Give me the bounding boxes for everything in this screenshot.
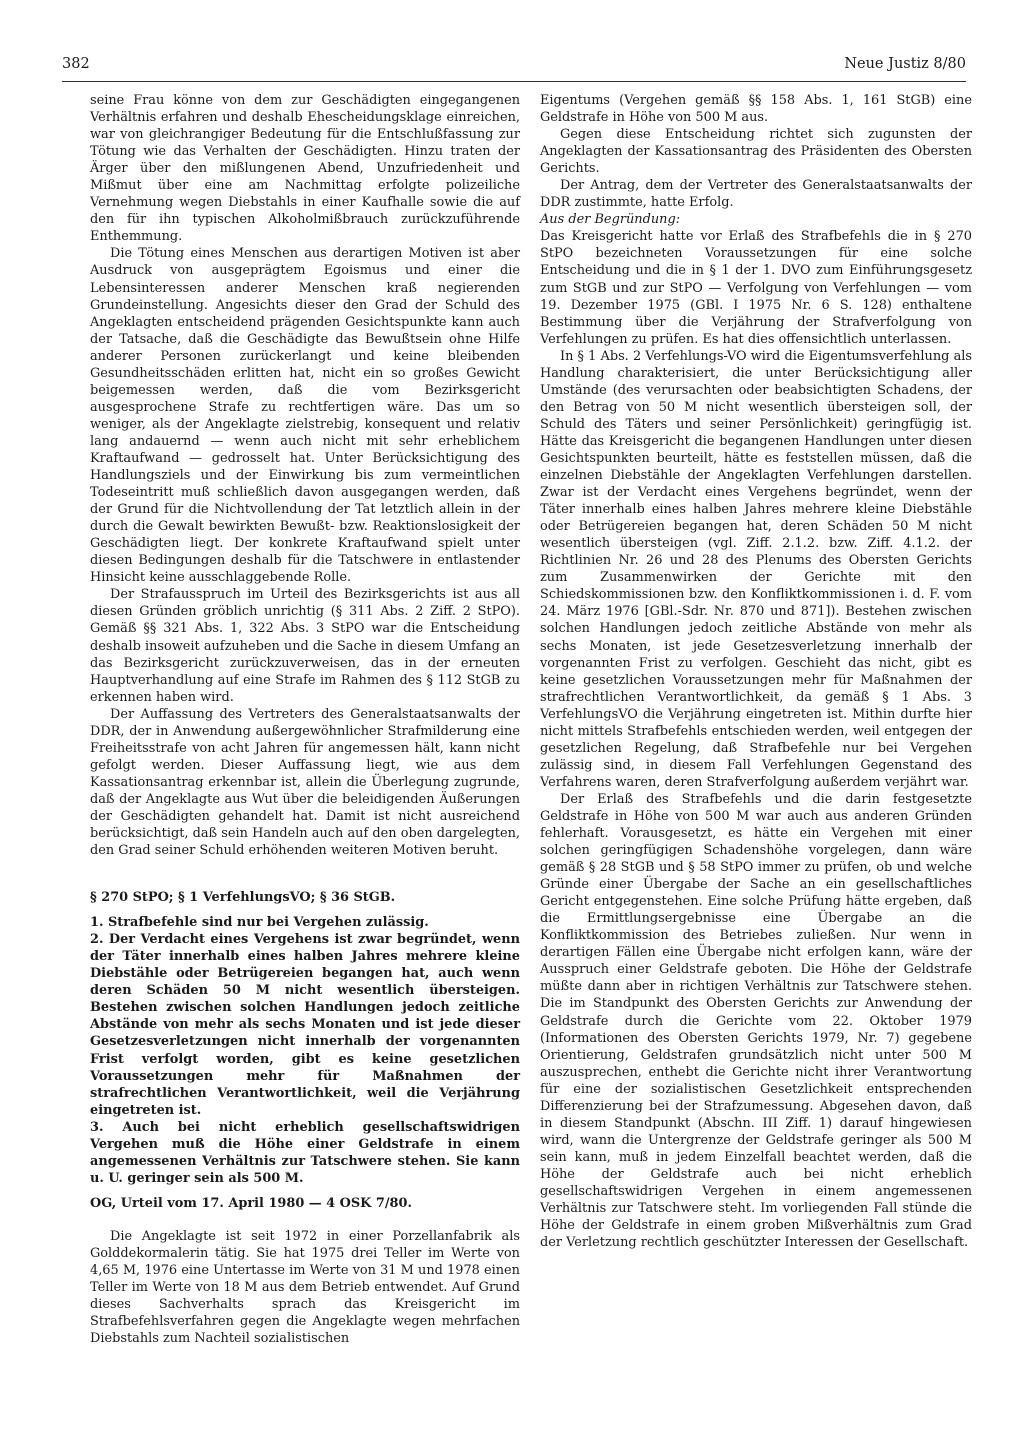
paragraph: Gegen diese Entscheidung richtet sich zugunsten der Angeklagten der Kassationsantrag des Präsidenten des Obersten Gerichts. bbox=[540, 127, 972, 177]
headnote-item: 2. Der Verdacht eines Vergehens ist zwar begründet, wenn der Täter innerhalb eines halben Jahres mehrere kleine Diebstähle oder Betrügereien begangen hat, auch wenn deren Schäden 50 M nicht wesentlich übersteigen. Bestehen zwischen solchen Handlungen jedoch zeitliche Abstände von mehr als sechs Monaten und ist jede dieser Gesetzesverletzungen nicht innerhalb der vorgenannten Frist verfolgt worden, gibt es keine gesetzlichen Voraussetzungen mehr für Maßnahmen der strafrechtlichen Verantwortlichkeit, weil die Verjährung eingetreten ist. bbox=[90, 932, 520, 1118]
reasons-heading: Aus der Begründung: bbox=[540, 212, 681, 228]
headnote-title: § 270 StPO; § 1 VerfehlungsVO; § 36 StGB. bbox=[90, 890, 396, 906]
paragraph: seine Frau könne von dem zur Geschädigten eingegangenen Verhältnis erfahren und deshalb Ehescheidungsklage einreichen, war von gleichrangiger Bedeutung für die Entschlußfassung zur Tötung wie das Verhalten der Geschädigten. Hinzu traten der Ärger über den mißlungenen Abend, Unzufriedenheit und Mißmut über eine am Nachmittag erfolgte polizeiliche Vernehmung wegen Diebstahls in einer Kaufhalle sowie die auf den für ihn typischen Alkoholmißbrauch zurückzuführende Enthemmung. bbox=[90, 93, 520, 245]
journal-issue: Neue Justiz 8/80 bbox=[844, 56, 966, 72]
paragraph: Der Erlaß des Strafbefehls und die darin festgesetzte Geldstrafe in Höhe von 500 M war auch aus anderen Gründen fehlerhaft. Vorausgesetzt, es hätte ein Vergehen mit einer solchen geringfügigen Schadenshöhe vorgelegen, dann wäre gemäß § 28 StGB und § 58 StPO immer zu prüfen, ob und welche Gründe einer Übergabe der Sache an ein gesellschaftliches Gericht entgegenstehen. Eine solche Prüfung hätte ergeben, daß die Ermittlungsergebnisse eine Übergabe an die Konfliktkommission des Betriebes zuließen. Nur wenn in derartigen Fällen eine Übergabe nicht erfolgen kann, wäre der Ausspruch einer Geldstrafe geboten. Die Höhe der Geldstrafe müßte dann aber in richtigen Verhältnis zur Tatschwere stehen. Die im Standpunkt des Obersten Gerichts zur Anwendung der Geldstrafe durch die Gerichte vom 22. Oktober 1979 (Informationen des Obersten Gerichts 1979, Nr. 7) gegebene Orientierung, Geldstrafen grundsätzlich nicht unter 500 M auszusprechen, enthebt die Gerichte nicht ihrer Verantwortung für eine der sozialistischen Gesetzlichkeit entsprechenden Differenzierung bei der Strafzumessung. Abgesehen davon, daß in diesem Standpunkt (Abschn. III Ziff. 1) darauf hingewiesen wird, wann die Untergrenze der Geldstrafe geringer als 500 M sein kann, muß in jedem Einzelfall beachtet werden, daß die Höhe der Geldstrafe auch bei nicht erheblich gesellschaftswidrigen Vergehen in einem angemessenen Verhältnis zur Tatschwere steht. Im vorliegenden Fall stünde die Höhe der Geldstrafe in einem groben Mißverhältnis zum Grad der Verletzung rechtlich geschützter Interessen der Gesellschaft. bbox=[540, 791, 972, 1251]
headnote-item: 3. Auch bei nicht erheblich gesellschaftswidrigen Vergehen muß die Höhe einer Geldstrafe in einem angemessenen Verhältnis zur Tatschwere stehen. Sie kann u. U. geringer sein als 500 M. bbox=[90, 1119, 520, 1186]
headnote-gap bbox=[90, 1187, 520, 1195]
page-header bbox=[62, 56, 966, 78]
headnote-item: 1. Strafbefehle sind nur bei Vergehen zulässig. bbox=[90, 915, 429, 931]
right-column bbox=[540, 92, 972, 1251]
paragraph: Die Tötung eines Menschen aus derartigen Motiven ist aber Ausdruck von ausgeprägtem Egoismus und einer die Lebensinteressen anderer Menschen kraß negierenden Grundeinstellung. Angesichts dieser den Grad der Schuld des Angeklagten entscheidend prägenden Gesichtspunkte kann auch der Tatsache, daß die Geschädigte das Bewußtsein ohne Hilfe anderer Personen zurückerlangt und keine bleibenden Gesundheitsschäden erlitten hat, nicht ein so großes Gewicht beigemessen werden, daß die vom Bezirksgericht ausgesprochene Strafe zu rechtfertigen wäre. Das um so weniger, als der Angeklagte zielstrebig, konsequent und relativ lang andauernd — wenn auch nicht mit sehr erheblichem Kraftaufwand — gedrosselt hat. Unter Berücksichtigung des Handlungsziels und der Einwirkung bis zum vermeintlichen Todeseintritt muß schließlich davon ausgegangen werden, daß der Grund für die Nichtvollendung der Tat letztlich allein in der durch die Gewalt bewirkten Bewußt- bzw. Reaktionslosigkeit der Geschädigten liegt. Der konkrete Kraftaufwand spielt unter diesen Bedingungen deshalb für die Tatschwere in entlastender Hinsicht keine ausschlaggebende Rolle. bbox=[90, 246, 520, 586]
court-citation: OG, Urteil vom 17. April 1980 — 4 OSK 7/80. bbox=[90, 1195, 412, 1211]
paragraph: Der Strafausspruch im Urteil des Bezirksgerichts ist aus all diesen Gründen gröblich unrichtig (§ 311 Abs. 2 Ziff. 2 StPO). Gemäß §§ 321 Abs. 1, 322 Abs. 3 StPO war die Entscheidung deshalb insoweit aufzuheben und die Sache in diesem Umfang an das Bezirksgericht zurückzuverweisen, das in der erneuten Hauptverhandlung auf eine Strafe im Rahmen des § 112 StGB zu erkennen haben wird. bbox=[90, 587, 520, 705]
paragraph: Das Kreisgericht hatte vor Erlaß des Strafbefehls die in § 270 StPO bezeichneten Voraussetzungen für eine solche Entscheidung und die in § 1 der 1. DVO zum Einführungsgesetz zum StGB und zur StPO — Verfolgung von Verfehlungen — vom 19. Dezember 1975 (GBl. I 1975 Nr. 6 S. 128) enthaltene Bestimmung über die Verjährung der Strafverfolgung von Verfehlungen zu prüfen. Es hat dies offensichtlich unterlassen. bbox=[540, 229, 972, 347]
section-gap bbox=[90, 1212, 520, 1220]
page-number: 382 bbox=[62, 56, 90, 72]
paragraph: In § 1 Abs. 2 Verfehlungs-VO wird die Eigentumsverfehlung als Handlung charakterisiert, die unter Berücksichtigung aller Umstände (des verursachten oder beabsichtigten Schadens, der den Betrag von 50 M nicht wesentlich übersteigen soll, der Schuld des Täters und seiner Persönlichkeit) geringfügig ist. Hätte das Kreisgericht die begangenen Handlungen unter diesen Gesichtspunkten beurteilt, hätte es feststellen müssen, daß die einzelnen Diebstähle der Angeklagten Verfehlungen darstellen. Zwar ist der Verdacht eines Vergehens begründet, wenn der Täter innerhalb eines halben Jahres mehrere kleine Diebstähle oder Betrügereien begangen hat, deren Schäden 50 M nicht wesentlich übersteigen (vgl. Ziff. 2.1.2. bzw. Ziff. 4.1.2. der Richtlinien Nr. 26 und 28 des Plenums des Obersten Gerichts zum Zusammenwirken der Gerichte mit den Schiedskommissionen bzw. den Konfliktkommissionen i. d. F. vom 24. März 1976 [GBl.-Sdr. Nr. 870 und 871]). Bestehen zwischen solchen Handlungen jedoch zeitliche Abstände von mehr als sechs Monaten, ist jede Gesetzesverletzung innerhalb der vorgenannten Frist zu verfolgen. Geschieht das nicht, gibt es keine gesetzlichen Voraussetzungen mehr für Maßnahmen der strafrechtlichen Verantwortlichkeit, da gemäß § 1 Abs. 3 VerfehlungsVO die Verjährung eingetreten ist. Mithin durfte hier nicht mittels Strafbefehls entschieden werden, weil entgegen der gesetzlichen Regelung, daß Strafbefehle nur bei Vergehen zulässig sind, in diesem Fall Verfehlungen Gegenstand des Verfahrens waren, deren Strafverfolgung außerdem verjährt war. bbox=[540, 348, 972, 790]
paragraph: Eigentums (Vergehen gemäß §§ 158 Abs. 1, 161 StGB) eine Geldstrafe in Höhe von 500 M aus. bbox=[540, 93, 972, 126]
facts-paragraph: Die Angeklagte ist seit 1972 in einer Porzellanfabrik als Golddekormalerin tätig. Sie hat 1975 drei Teller im Werte von 4,65 M, 1976 eine Untertasse im Werte von 31 M und 1978 einen Teller im Werte von 18 M aus dem Betrieb entwendet. Auf Grund dieses Sachverhalts sprach das Kreisgericht im Strafbefehlsverfahren gegen die Angeklagte wegen mehrfachen Diebstahls zum Nachteil sozialistischen bbox=[90, 1228, 520, 1347]
section-gap bbox=[90, 859, 520, 889]
paragraph: Der Auffassung des Vertreters des Generalstaatsanwalts der DDR, der in Anwendung außergewöhnlicher Strafmilderung eine Freiheitsstrafe von acht Jahren für angemessen hält, kann nicht gefolgt werden. Dieser Auffassung liegt, wie aus dem Kassationsantrag erkennbar ist, allein die Überlegung zugrunde, daß der Angeklagte aus Wut über die beleidigenden Äußerungen der Geschädigten gehandelt hat. Damit ist nicht ausreichend berücksichtigt, daß sein Handeln auch auf den oben dargelegten, den Grad seiner Schuld erhöhenden weiteren Motiven beruht. bbox=[90, 706, 520, 859]
left-column bbox=[90, 92, 520, 1347]
headnote-gap bbox=[90, 906, 520, 914]
paragraph: Der Antrag, dem der Vertreter des Generalstaatsanwalts der DDR zustimmte, hatte Erfolg. bbox=[540, 178, 972, 211]
headnote bbox=[90, 889, 520, 1212]
section-gap bbox=[90, 1220, 520, 1228]
header-rule bbox=[62, 81, 966, 82]
